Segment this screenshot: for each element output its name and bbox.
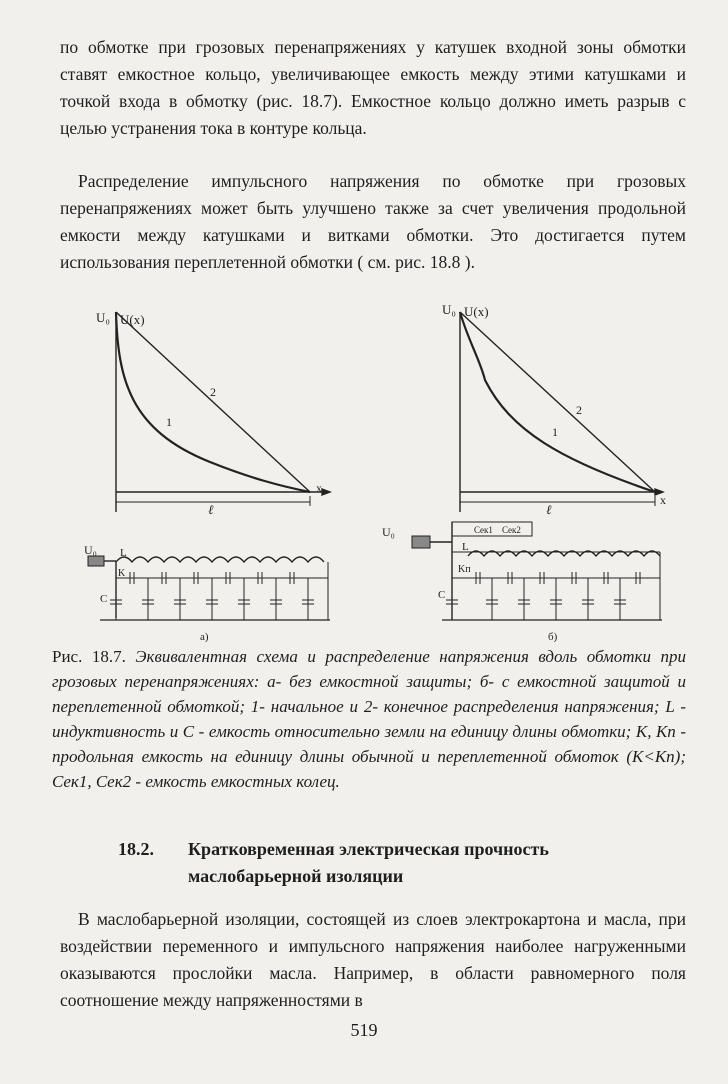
circuit-a-label-C: C <box>100 593 108 605</box>
circuit-b-label-Kn: Kп <box>458 564 471 575</box>
graph-b-curve-2 <box>460 312 655 492</box>
graph-b-label-ux: U(x) <box>464 304 489 319</box>
circuit-b-ground-capacitors <box>446 552 660 620</box>
circuit-b-label-cek2: Cек2 <box>502 525 521 535</box>
graph-a-label-u0: U₀ <box>96 310 110 325</box>
circuit-a-label-K: K <box>118 568 126 579</box>
graph-a-label-x: x <box>316 481 322 495</box>
paragraph-continued: по обмотке при грозовых перенапряжениях у катушек входной зоны обмотки ставят емкостное кольцо, увеличивающее емкость между этими катушками и точкой входа в обмотку (рис. 18.7). Емкостное кольцо должно иметь разрыв с целью устранения тока в контуре кольца. <box>60 37 686 138</box>
page-number: 519 <box>350 1020 378 1040</box>
graph-b-label-curve-2: 2 <box>576 403 582 417</box>
figure-caption <box>52 644 686 794</box>
panel-a-label: а) <box>200 631 209 643</box>
paragraph-impulse-distribution: Распределение импульсного напряжения по обмотке при грозовых перенапряжениях может быть улучшено также за счет увеличения продольной емкости между катушками и витками обмотки. Это достигается путем использования переплетенной обмотки ( см. рис. 18.8 ). <box>60 171 686 272</box>
graph-a-label-length: ℓ <box>208 502 214 517</box>
section-number: 18.2. <box>118 839 154 859</box>
circuit-b-label-C: C <box>438 589 446 601</box>
graph-a-label-ux: U(x) <box>120 312 145 327</box>
section-title: Кратковременная электрическая прочность маслобарьерной изоляции <box>188 839 549 886</box>
graph-a-x-arrow <box>322 489 330 495</box>
paragraph-oil-barrier: В маслобарьерной изоляции, состоящей из слоев электрокартона и масла, при воздействии переменного и импульсного напряжения наиболее нагруженными оказываются прослойки масла. Например, в области равномерного поля соотношение между напряженностями в <box>60 909 686 1010</box>
graph-a-label-curve-1: 1 <box>166 415 172 429</box>
graph-a-label-curve-2: 2 <box>210 385 216 399</box>
caption-text: Эквивалентная схема и распределение напряжения вдоль обмотки при грозовых перенапряжениях: а- без емкостной защиты; б- с емкостной защитой и переплетенной обмоткой; 1- начальное и 2- конечное распределения напряжения; L - индуктивность и C - емкость относительно земли на единицу длины обмотки; K, Kп - продольная емкость на единицу длины обычной и переплетенной обмоток (K<Kп); Cек1, Cек2 - емкость емкостных колец. <box>52 647 687 791</box>
circuit-a-label-L: L <box>120 547 127 559</box>
circuit-b-label-cek1: Cек1 <box>474 525 493 535</box>
graph-b-label-x: x <box>660 493 666 507</box>
graph-b-label-u0: U₀ <box>442 302 456 317</box>
graph-b-label-length: ℓ <box>546 502 552 517</box>
circuit-a-label-u0: U₀ <box>84 543 97 557</box>
panel-b-label: б) <box>548 631 558 643</box>
figure-18-7 <box>84 300 690 645</box>
circuit-a-ground-capacitors <box>110 562 328 620</box>
figure-drawing <box>84 300 690 645</box>
circuit-a-source <box>88 556 104 566</box>
circuit-b-label-u0: U₀ <box>382 525 395 539</box>
graph-b-label-curve-1: 1 <box>552 425 558 439</box>
circuit-a-inductance-chain <box>116 557 324 562</box>
caption-lead: Рис. 18.7. <box>52 647 126 666</box>
circuit-b-source <box>412 536 430 548</box>
circuit-b-label-L: L <box>462 541 469 553</box>
graph-a-curve-2 <box>116 312 310 492</box>
